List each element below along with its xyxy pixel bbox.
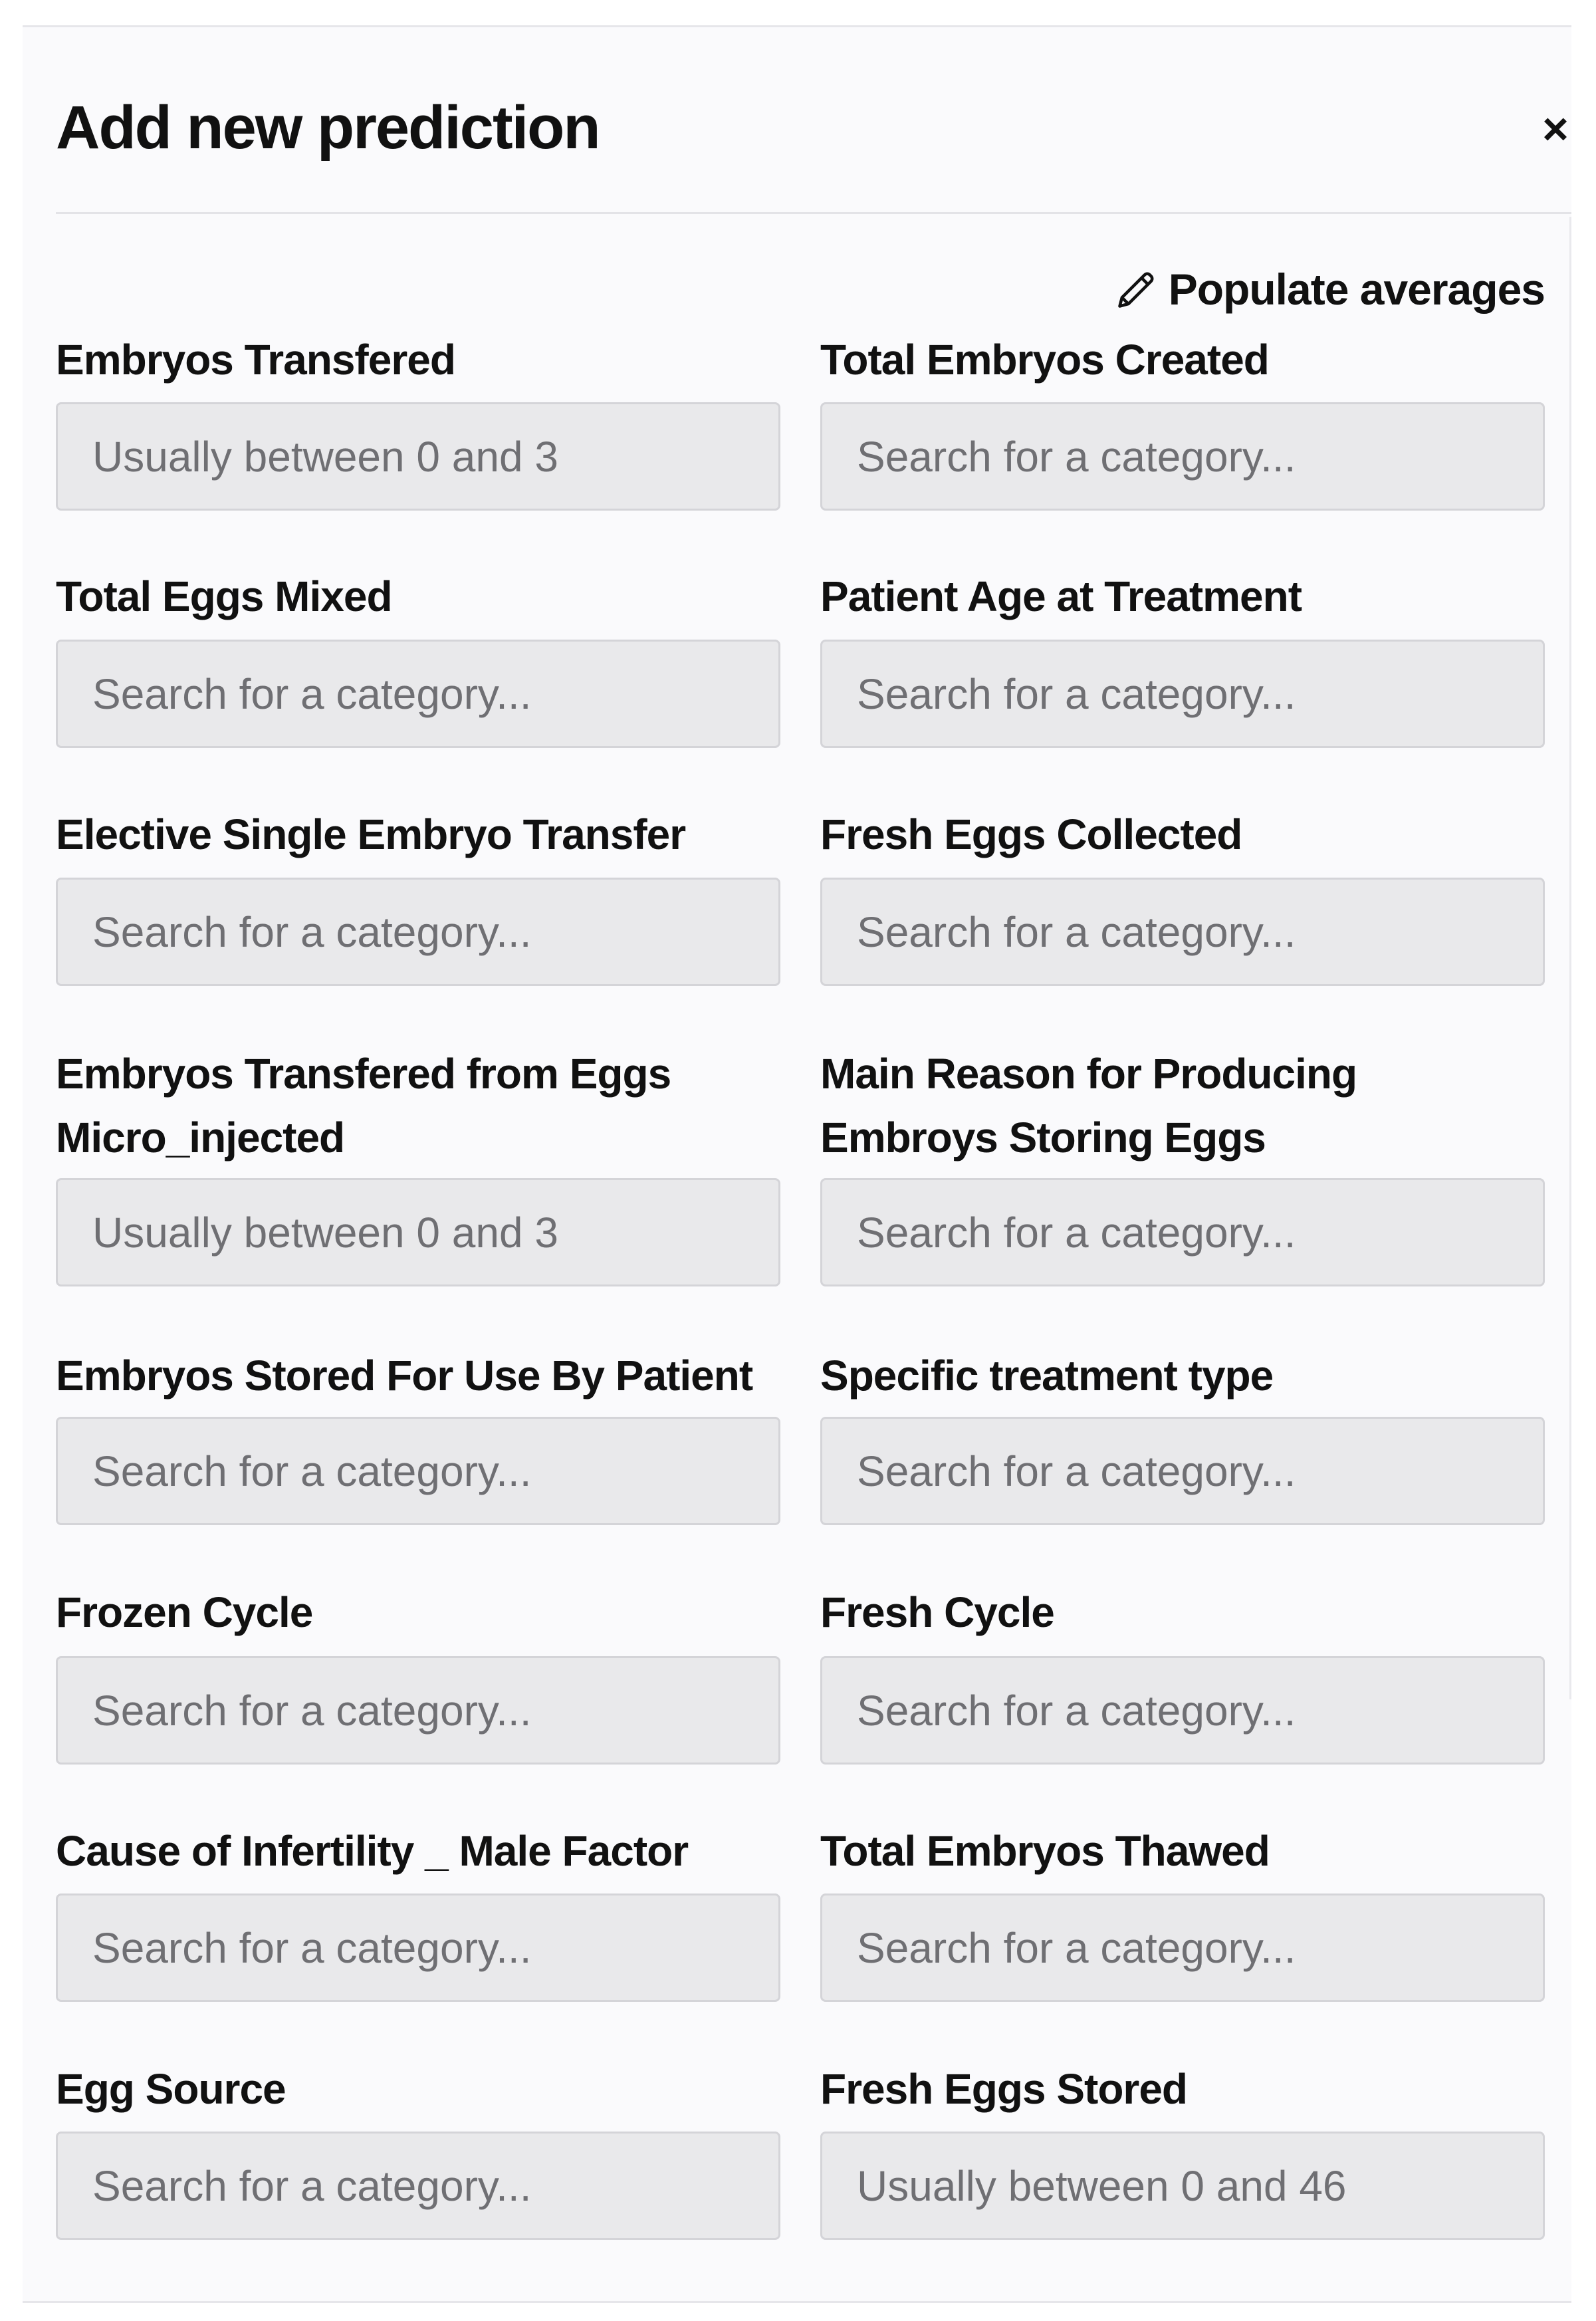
- label-total-embryos-created: Total Embryos Created: [820, 336, 1269, 384]
- close-button[interactable]: ×: [1542, 104, 1569, 154]
- total-embryos-created-input[interactable]: [820, 402, 1545, 511]
- elective-single-embryo-transfer-input[interactable]: [56, 878, 780, 986]
- populate-averages-button[interactable]: [1114, 264, 1545, 314]
- egg-source-input[interactable]: [56, 2132, 780, 2240]
- cause-infertility-male-input[interactable]: [56, 1893, 780, 2002]
- total-eggs-mixed-input[interactable]: [56, 640, 780, 748]
- label-fresh-eggs-collected: Fresh Eggs Collected: [820, 810, 1242, 858]
- fresh-eggs-collected-input[interactable]: [820, 878, 1545, 986]
- label-embryos-transfered-micro-injected: Embryos Transfered from Eggs Micro_injected: [56, 1050, 671, 1161]
- specific-treatment-type-input[interactable]: [820, 1417, 1545, 1525]
- label-total-embryos-thawed: Total Embryos Thawed: [820, 1827, 1270, 1875]
- label-elective-single-embryo-transfer: Elective Single Embryo Transfer: [56, 810, 686, 858]
- label-fresh-eggs-stored: Fresh Eggs Stored: [820, 2065, 1187, 2113]
- label-specific-treatment-type: Specific treatment type: [820, 1352, 1274, 1400]
- dialog-title: Add new prediction: [56, 94, 600, 162]
- label-embryos-transfered: Embryos Transfered: [56, 336, 455, 384]
- label-main-reason-producing-embryos: Main Reason for Producing Embroys Storing Eggs: [820, 1050, 1357, 1161]
- label-embryos-stored-for-use: Embryos Stored For Use By Patient: [56, 1352, 753, 1400]
- patient-age-input[interactable]: [820, 640, 1545, 748]
- label-frozen-cycle: Frozen Cycle: [56, 1588, 313, 1636]
- scroll-track[interactable]: [1569, 217, 1571, 1699]
- add-prediction-dialog: [23, 25, 1571, 2303]
- embryos-transfered-input[interactable]: [56, 402, 780, 511]
- populate-averages-label: Populate averages: [1168, 265, 1545, 314]
- label-fresh-cycle: Fresh Cycle: [820, 1588, 1054, 1636]
- main-reason-producing-embryos-input[interactable]: [820, 1178, 1545, 1286]
- frozen-cycle-input[interactable]: [56, 1656, 780, 1765]
- label-egg-source: Egg Source: [56, 2065, 286, 2113]
- header-divider: [56, 212, 1571, 214]
- embryos-stored-for-use-input[interactable]: [56, 1417, 780, 1525]
- total-embryos-thawed-input[interactable]: [820, 1893, 1545, 2002]
- dialog-header: [23, 27, 1571, 212]
- fresh-eggs-stored-input[interactable]: [820, 2132, 1545, 2240]
- label-cause-infertility-male: Cause of Infertility _ Male Factor: [56, 1827, 689, 1875]
- label-patient-age: Patient Age at Treatment: [820, 572, 1302, 620]
- pencil-icon: [1114, 267, 1159, 312]
- fresh-cycle-input[interactable]: [820, 1656, 1545, 1765]
- embryos-transfered-micro-injected-input[interactable]: [56, 1178, 780, 1286]
- label-total-eggs-mixed: Total Eggs Mixed: [56, 572, 392, 620]
